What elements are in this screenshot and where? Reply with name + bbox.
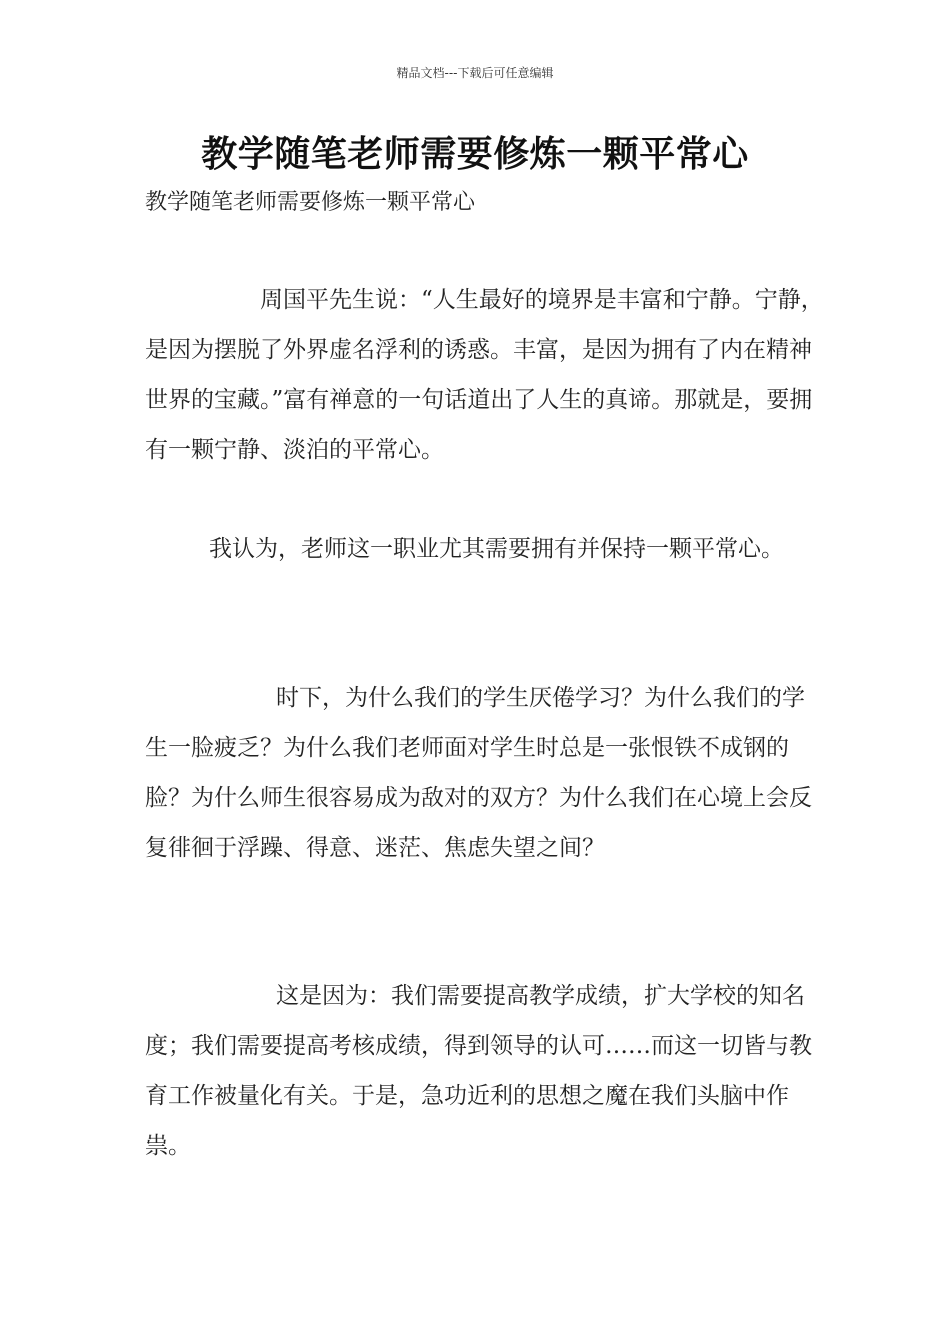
paragraph-4: 这是因为：我们需要提高教学成绩，扩大学校的知名度；我们需要提高考核成绩，得到领导的认可……而这一切皆与教育工作被量化有关。于是，急功近利的思想之魔在我们头脑中作祟。: [145, 983, 812, 1159]
paragraph-1: 周国平先生说：“人生最好的境界是丰富和宁静。宁静，是因为摆脱了外界虚名浮利的诱惑。丰富，是因为拥有了内在精神世界的宝藏。”富有禅意的一句话道出了人生的真谛。那就是，要拥有一颗宁静、淡泊的平常心。: [145, 287, 824, 463]
header-note: 精品文档---下载后可任意编辑: [396, 66, 554, 80]
document-subtitle: 教学随笔老师需要修炼一颗平常心: [145, 190, 476, 215]
paragraph-2: 我认为，老师这一职业尤其需要拥有并保持一颗平常心。: [209, 536, 784, 562]
page-title: 教学随笔老师需要修炼一颗平常心: [201, 134, 749, 175]
paragraph-3: 时下，为什么我们的学生厌倦学习？为什么我们的学生一脸疲乏？为什么我们老师面对学生时总是一张恨铁不成钢的脸？为什么师生很容易成为敌对的双方？为什么我们在心境上会反复徘徊于浮躁、得意、迷茫、焦虑失望之间？: [145, 685, 812, 861]
